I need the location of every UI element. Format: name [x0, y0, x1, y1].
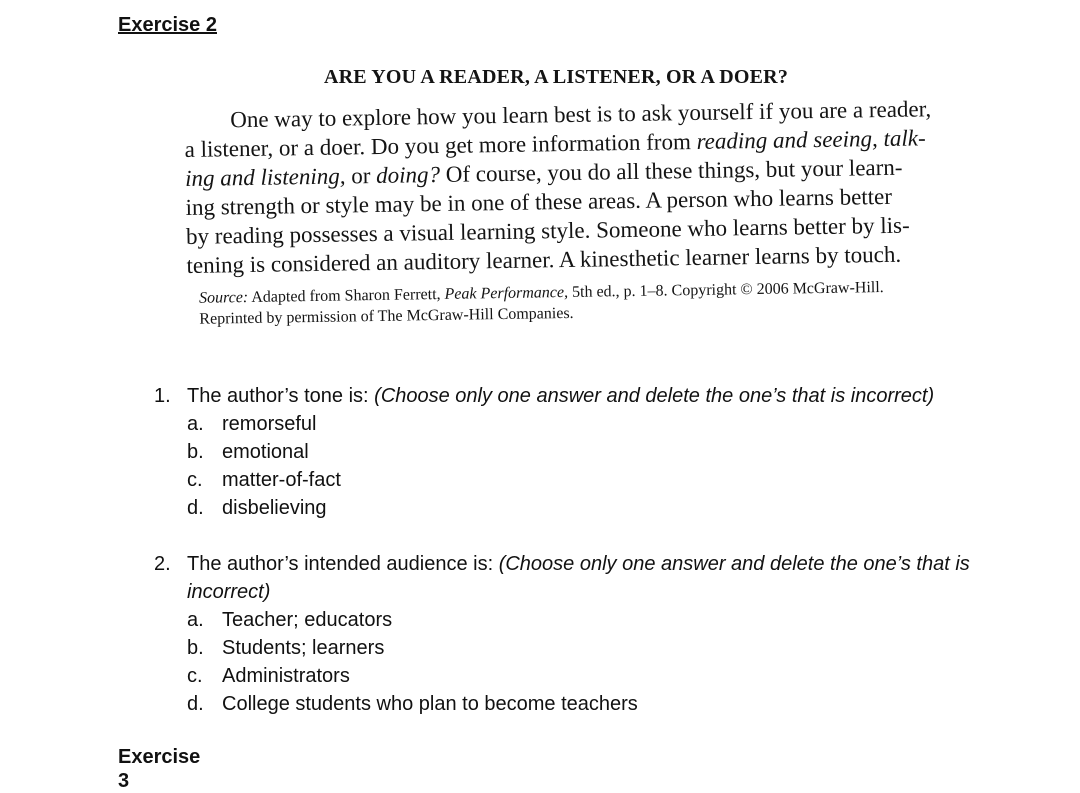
answer-options	[154, 410, 1034, 522]
answer-option[interactable]	[187, 438, 1034, 466]
option-text: emotional	[222, 441, 309, 463]
answer-options	[154, 606, 1034, 718]
option-letter: d.	[187, 693, 204, 715]
answer-option[interactable]	[187, 494, 1034, 522]
answer-option[interactable]	[187, 410, 1034, 438]
option-text: College students who plan to become teachers	[222, 693, 638, 715]
option-text: Administrators	[222, 665, 350, 687]
answer-option[interactable]	[187, 606, 1034, 634]
option-text: Teacher; educators	[222, 609, 393, 631]
exercise-heading: Exercise 2	[118, 14, 217, 36]
question-instruction: (Choose only one answer and delete the one’s that is incorrect)	[187, 553, 970, 603]
italic-text-segment: reading and seeing, talk-	[696, 125, 926, 154]
answer-option[interactable]	[187, 690, 1034, 718]
question-list	[154, 382, 1034, 718]
italic-text-segment: ing and listening,	[184, 163, 346, 191]
question-prompt: The author’s tone is:	[187, 385, 375, 407]
italic-text-segment: Source:	[198, 289, 249, 307]
question-prompt: The author’s intended audience is:	[187, 553, 499, 575]
text-segment: One way to explore how you learn best is to ask yourself if you are a reader,	[230, 96, 932, 133]
text-segment: or	[345, 162, 377, 189]
source-citation	[187, 275, 1028, 330]
text-segment: by reading possesses a visual learning style. Someone who learns better by lis-	[185, 212, 910, 249]
question-2	[154, 550, 1034, 718]
italic-text-segment: doing?	[375, 161, 441, 188]
option-letter: d.	[187, 497, 204, 519]
question-number: 2.	[154, 553, 171, 575]
option-letter: c.	[187, 469, 203, 491]
question-1	[154, 382, 1034, 522]
answer-option[interactable]	[187, 466, 1034, 494]
option-text: Students; learners	[222, 637, 385, 659]
option-letter: a.	[187, 609, 204, 631]
option-text: remorseful	[222, 413, 317, 435]
option-text: matter-of-fact	[222, 469, 341, 491]
option-text: disbelieving	[222, 497, 327, 519]
text-segment: Of course, you do all these things, but your learn-	[439, 154, 903, 187]
text-segment: a listener, or a doer. Do you get more information from	[184, 128, 697, 162]
italic-text-segment: Peak Performance,	[444, 283, 569, 303]
option-letter: c.	[187, 665, 203, 687]
text-segment: 5th ed., p. 1–8. Copyright © 2006 McGraw-Hill.	[567, 279, 884, 301]
text-segment: tening is considered an auditory learner. A kinesthetic learner learns by touch.	[186, 241, 902, 278]
answer-option[interactable]	[187, 662, 1034, 690]
text-segment: Adapted from Sharon Ferrett,	[248, 285, 445, 307]
answer-option[interactable]	[187, 634, 1034, 662]
next-exercise-heading-cutoff	[118, 745, 210, 792]
passage-body	[184, 93, 1027, 330]
passage-title: ARE YOU A READER, A LISTENER, OR A DOER?	[324, 66, 789, 88]
option-letter: b.	[187, 637, 204, 659]
text-segment: ing strength or style may be in one of these areas. A person who learns better	[185, 183, 893, 220]
question-instruction: (Choose only one answer and delete the one’s that is incorrect)	[374, 385, 935, 407]
question-text	[187, 550, 977, 606]
question-text	[187, 382, 977, 410]
question-number: 1.	[154, 385, 171, 407]
scanned-passage	[170, 62, 1030, 352]
option-letter: b.	[187, 441, 204, 463]
text-segment: Reprinted by permission of The McGraw-Hill Companies.	[199, 304, 574, 328]
option-letter: a.	[187, 413, 204, 435]
next-exercise-heading: Exercise 3	[118, 746, 201, 792]
